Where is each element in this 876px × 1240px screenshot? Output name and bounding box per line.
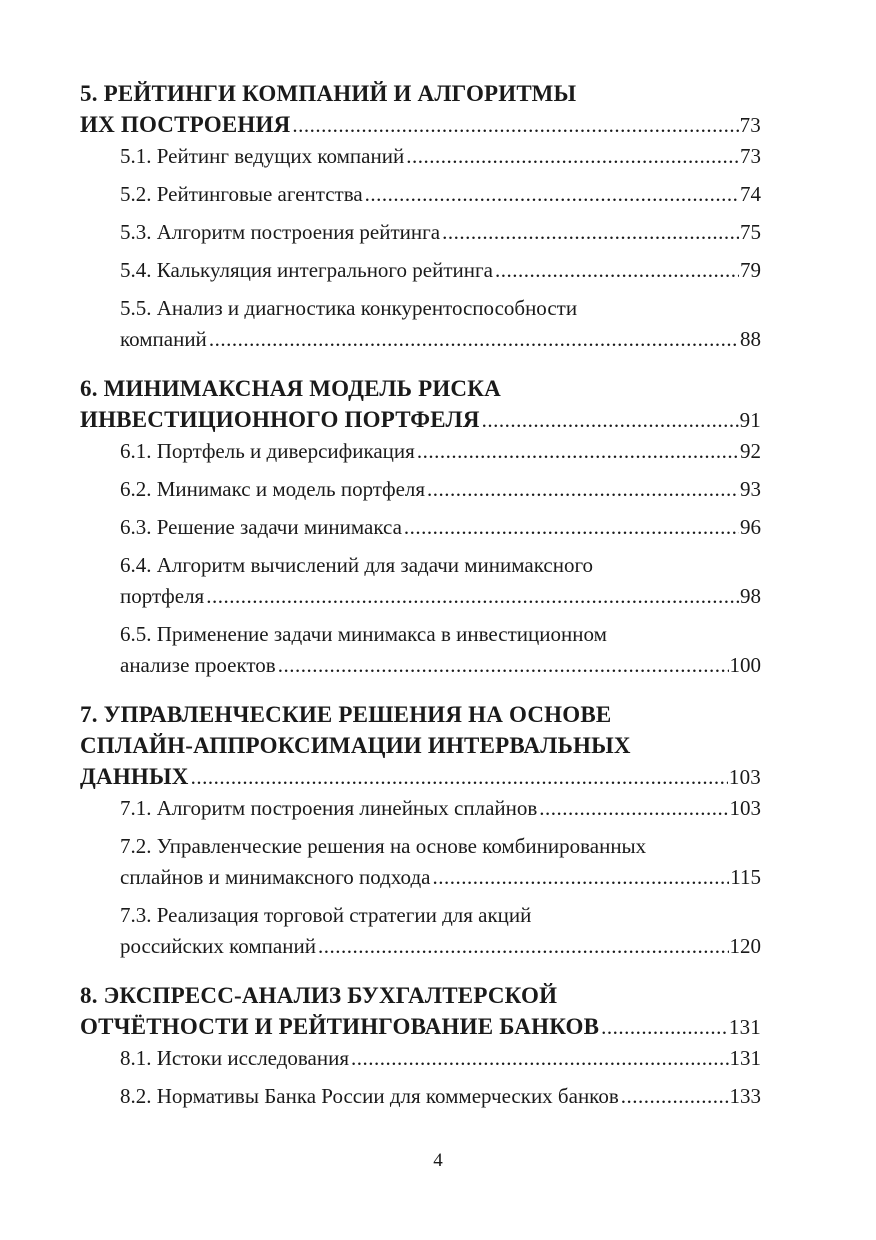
dot-leader <box>404 512 739 543</box>
page-ref: 100 <box>729 653 761 677</box>
chapter-title-line: 6. МИНИМАКСНАЯ МОДЕЛЬ РИСКА <box>80 376 501 401</box>
chapter-title-line: ИХ ПОСТРОЕНИЯ <box>80 112 291 137</box>
section-title: 7.2. Управленческие решения на основе комбинированных <box>120 834 647 858</box>
chapter-title-line-with-page <box>80 1011 761 1043</box>
table-of-contents <box>80 78 761 1130</box>
section-entry <box>80 217 761 248</box>
section-title: 6.4. Алгоритм вычислений для задачи минимаксного <box>120 553 594 577</box>
section-entry <box>80 474 761 505</box>
section-entry <box>80 1043 761 1074</box>
dot-leader <box>621 1081 729 1112</box>
section-entry <box>80 550 761 612</box>
page-ref: 88 <box>740 327 761 351</box>
section-title: 5.1. Рейтинг ведущих компаний <box>120 144 405 168</box>
page-ref: 115 <box>730 865 761 889</box>
dot-leader <box>406 141 739 172</box>
chapter-title-line-with-page <box>80 404 761 436</box>
dot-leader <box>318 931 729 962</box>
dot-leader <box>206 581 739 612</box>
chapter-title-line: 8. ЭКСПРЕСС-АНАЛИЗ БУХГАЛТЕРСКОЙ <box>80 983 558 1008</box>
section-title-cont: анализе проектов <box>120 653 276 677</box>
section-title: 8.2. Нормативы Банка России для коммерческих банков <box>120 1084 619 1108</box>
section-entry <box>80 255 761 286</box>
page-ref: 103 <box>728 765 761 789</box>
chapter-5 <box>80 78 761 355</box>
section-title-cont: портфеля <box>120 584 205 608</box>
section-title: 5.2. Рейтинговые агентства <box>120 182 363 206</box>
section-title: 5.4. Калькуляция интегрального рейтинга <box>120 258 493 282</box>
page-ref: 73 <box>740 144 761 168</box>
page-ref: 120 <box>729 934 761 958</box>
dot-leader <box>539 793 728 824</box>
section-title: 6.1. Портфель и диверсификация <box>120 439 415 463</box>
dot-leader <box>351 1043 728 1074</box>
dot-leader <box>417 436 739 467</box>
section-entry <box>80 512 761 543</box>
chapter-8 <box>80 980 761 1112</box>
chapter-title-line: ДАННЫХ <box>80 764 189 789</box>
page-ref: 96 <box>740 515 761 539</box>
section-title: 8.1. Истоки исследования <box>120 1046 350 1070</box>
section-title-cont: сплайнов и минимаксного подхода <box>120 865 431 889</box>
section-entry <box>80 293 761 355</box>
dot-leader <box>292 110 738 141</box>
section-title: 7.1. Алгоритм построения линейных сплайнов <box>120 796 538 820</box>
dot-leader <box>278 650 729 681</box>
page-number: 4 <box>433 1150 443 1171</box>
page-ref: 131 <box>729 1046 761 1070</box>
chapter-title-line: ОТЧЁТНОСТИ И РЕЙТИНГОВАНИЕ БАНКОВ <box>80 1014 600 1039</box>
dot-leader <box>601 1012 728 1043</box>
dot-leader <box>191 762 728 793</box>
section-title-cont: компаний <box>120 327 207 351</box>
chapter-title-line: 7. УПРАВЛЕНЧЕСКИЕ РЕШЕНИЯ НА ОСНОВЕ <box>80 702 612 727</box>
dot-leader <box>209 324 739 355</box>
section-entry <box>80 831 761 893</box>
page-ref: 92 <box>740 439 761 463</box>
section-entry <box>80 793 761 824</box>
section-title: 7.3. Реализация торговой стратегии для акций <box>120 903 532 927</box>
chapter-title-line: СПЛАЙН-АППРОКСИМАЦИИ ИНТЕРВАЛЬНЫХ <box>80 733 631 758</box>
chapter-title-line-with-page <box>80 761 761 793</box>
section-title: 6.3. Решение задачи минимакса <box>120 515 402 539</box>
dot-leader <box>365 179 739 210</box>
section-title: 5.5. Анализ и диагностика конкурентоспособности <box>120 296 578 320</box>
page-ref: 74 <box>740 182 761 206</box>
page-ref: 93 <box>740 477 761 501</box>
dot-leader <box>442 217 739 248</box>
chapter-6 <box>80 373 761 681</box>
page-ref: 79 <box>740 258 761 282</box>
section-title: 6.5. Применение задачи минимакса в инвестиционном <box>120 622 607 646</box>
section-entry <box>80 141 761 172</box>
section-entry <box>80 179 761 210</box>
page-ref: 98 <box>740 584 761 608</box>
section-entry <box>80 900 761 962</box>
dot-leader <box>427 474 739 505</box>
section-entry <box>80 436 761 467</box>
dot-leader <box>495 255 739 286</box>
section-entry <box>80 619 761 681</box>
page-ref: 75 <box>740 220 761 244</box>
page-ref: 91 <box>739 408 761 432</box>
page-ref: 73 <box>739 113 761 137</box>
chapter-title-line: ИНВЕСТИЦИОННОГО ПОРТФЕЛЯ <box>80 407 480 432</box>
dot-leader <box>482 405 739 436</box>
section-title-cont: российских компаний <box>120 934 316 958</box>
section-entry <box>80 1081 761 1112</box>
page-ref: 131 <box>728 1015 761 1039</box>
section-title: 5.3. Алгоритм построения рейтинга <box>120 220 441 244</box>
dot-leader <box>432 862 729 893</box>
chapter-title-line-with-page <box>80 109 761 141</box>
section-title: 6.2. Минимакс и модель портфеля <box>120 477 426 501</box>
chapter-7 <box>80 699 761 962</box>
chapter-title-line: 5. РЕЙТИНГИ КОМПАНИЙ И АЛГОРИТМЫ <box>80 81 577 106</box>
page-ref: 133 <box>729 1084 761 1108</box>
page-ref: 103 <box>729 796 761 820</box>
